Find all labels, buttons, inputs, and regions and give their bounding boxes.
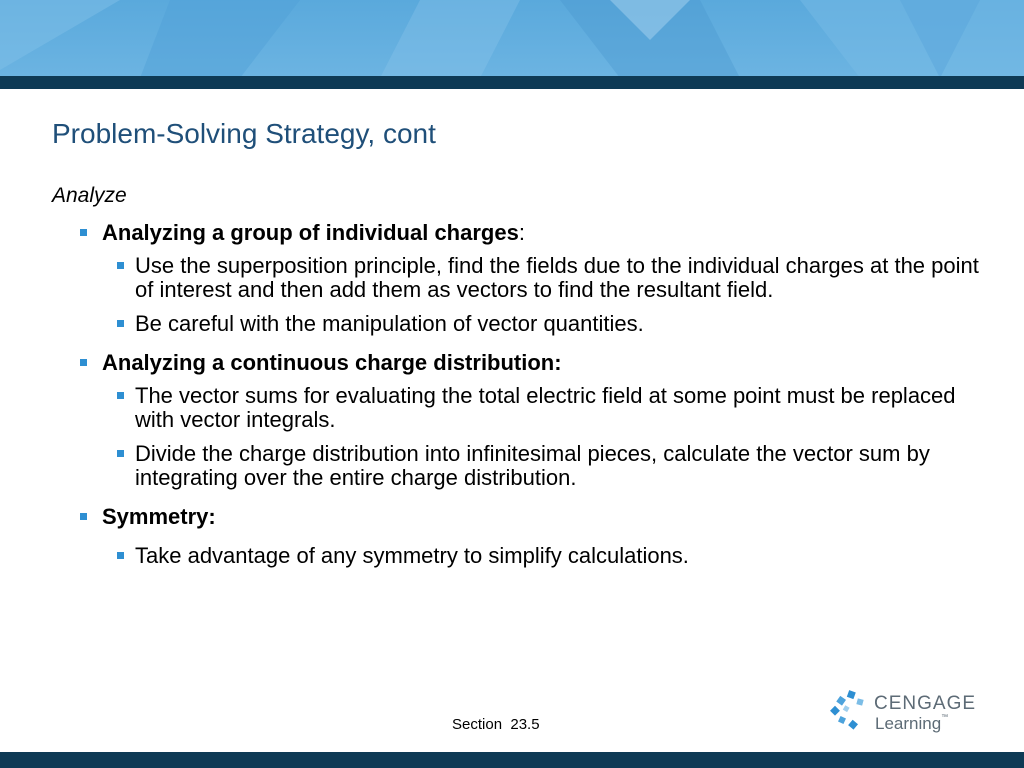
level1-bullet	[52, 504, 982, 530]
level2-bullet	[52, 312, 982, 336]
level2-bullet	[52, 544, 982, 568]
bullet-text: Take advantage of any symmetry to simplify calculations.	[135, 543, 689, 568]
logo-wordmark-text: Learning	[875, 714, 942, 733]
cengage-logo	[830, 690, 980, 738]
square-bullet-icon	[117, 262, 124, 269]
square-bullet-icon	[117, 320, 124, 327]
section-number: Section 23.5	[452, 716, 540, 733]
bullet-text: The vector sums for evaluating the total electric field at some point must be replaced with vector integrals.	[135, 383, 956, 432]
square-bullet-icon	[80, 229, 87, 236]
logo-wordmark-top: CENGAGE	[874, 693, 977, 714]
section-block	[52, 220, 982, 336]
square-bullet-icon	[117, 450, 124, 457]
level2-bullet	[52, 254, 982, 302]
level1-bullet	[52, 350, 982, 376]
square-bullet-icon	[117, 552, 124, 559]
header-bar	[0, 76, 1024, 89]
cengage-mark-icon	[830, 690, 870, 730]
section-block	[52, 504, 982, 568]
logo-wordmark-bottom	[875, 714, 948, 734]
level2-bullet	[52, 442, 982, 490]
section-heading: Analyzing a continuous charge distribution:	[102, 350, 562, 375]
section-block	[52, 350, 982, 490]
section-heading: Symmetry:	[102, 504, 216, 529]
bullet-text: Divide the charge distribution into infinitesimal pieces, calculate the vector sum by integrating over the entire charge distribution.	[135, 441, 930, 490]
section-heading-suffix: :	[518, 220, 525, 245]
section-heading: Analyzing a group of individual charges	[102, 220, 519, 245]
square-bullet-icon	[117, 392, 124, 399]
footer-bar	[0, 752, 1024, 768]
header-banner	[0, 0, 1024, 78]
subhead: Analyze	[52, 184, 127, 207]
square-bullet-icon	[80, 359, 87, 366]
slide-title: Problem-Solving Strategy, cont	[52, 118, 436, 149]
slide-content	[52, 184, 982, 568]
level1-bullet	[52, 220, 982, 246]
level2-bullet	[52, 384, 982, 432]
bullet-text: Be careful with the manipulation of vector quantities.	[135, 311, 644, 336]
square-bullet-icon	[80, 513, 87, 520]
bullet-text: Use the superposition principle, find the fields due to the individual charges at the point of interest and then add them as vectors to find the resultant field.	[135, 253, 979, 302]
header-decoration	[0, 0, 1024, 78]
trademark-symbol: ™	[941, 714, 949, 721]
